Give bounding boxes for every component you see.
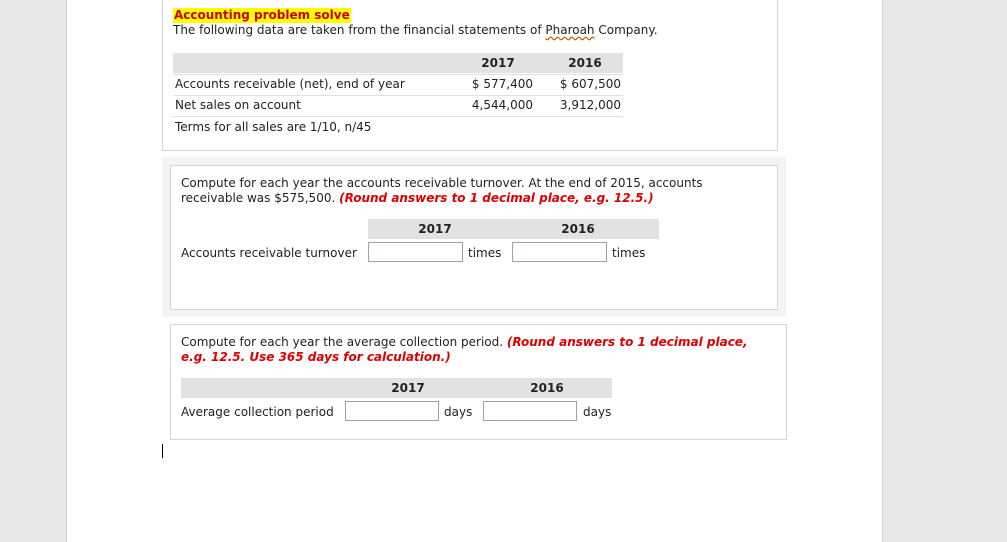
terms-text: Terms for all sales are 1/10, n/45 [175,120,372,134]
q1-rounding-note: (Round answers to 1 decimal place, e.g. 12.5.) [339,191,654,205]
q2-unit-2016: days [583,405,612,419]
q1-col-2017: 2017 [418,222,452,236]
ar-turnover-2017-input[interactable] [368,242,463,262]
q1-row-label: Accounts receivable turnover [181,246,357,260]
q2-rounding-note-2: e.g. 12.5. Use 365 days for calculation.) [181,350,451,364]
sales-2016-value: 3,912,000 [559,98,621,112]
q2-instruction-line1 [181,335,748,350]
ar-2016-value: $ 607,500 [559,77,621,91]
intro-suffix: Company. [594,23,658,37]
q1-unit-2017: times [468,246,502,260]
q2-row-label: Average collection period [181,405,334,419]
q2-col-2016: 2016 [530,381,564,395]
row-divider [173,95,623,96]
q1-instruction-plain: receivable was $575,500. [181,191,340,205]
q2-col-2017: 2017 [391,381,425,395]
intro-prefix: The following data are taken from the financial statements of [173,23,546,37]
q1-instruction-line2 [181,191,654,206]
ar-2017-value: $ 577,400 [471,77,533,91]
row-divider [173,74,623,75]
q2-instruction-plain: Compute for each year the average collection period. [181,335,507,349]
data-col-2017: 2017 [481,56,515,70]
q2-unit-2017: days [444,405,473,419]
row-divider [173,116,623,117]
ar-turnover-2016-input[interactable] [512,242,607,262]
q1-instruction-line1: Compute for each year the accounts receivable turnover. At the end of 2015, accounts [181,176,703,190]
q2-rounding-note-1: (Round answers to 1 decimal place, [506,335,748,349]
q1-col-2016: 2016 [561,222,595,236]
q1-unit-2016: times [612,246,646,260]
collection-period-2017-input[interactable] [345,401,439,421]
intro-text [173,23,658,38]
row-label-ar: Accounts receivable (net), end of year [175,77,405,91]
problem-title: Accounting problem solve [174,8,350,22]
data-col-2016: 2016 [568,56,602,70]
row-label-net-sales: Net sales on account [175,98,301,112]
collection-period-2016-input[interactable] [483,401,577,421]
sales-2017-value: 4,544,000 [471,98,533,112]
text-cursor [162,444,163,458]
company-name: Pharoah [545,23,595,37]
